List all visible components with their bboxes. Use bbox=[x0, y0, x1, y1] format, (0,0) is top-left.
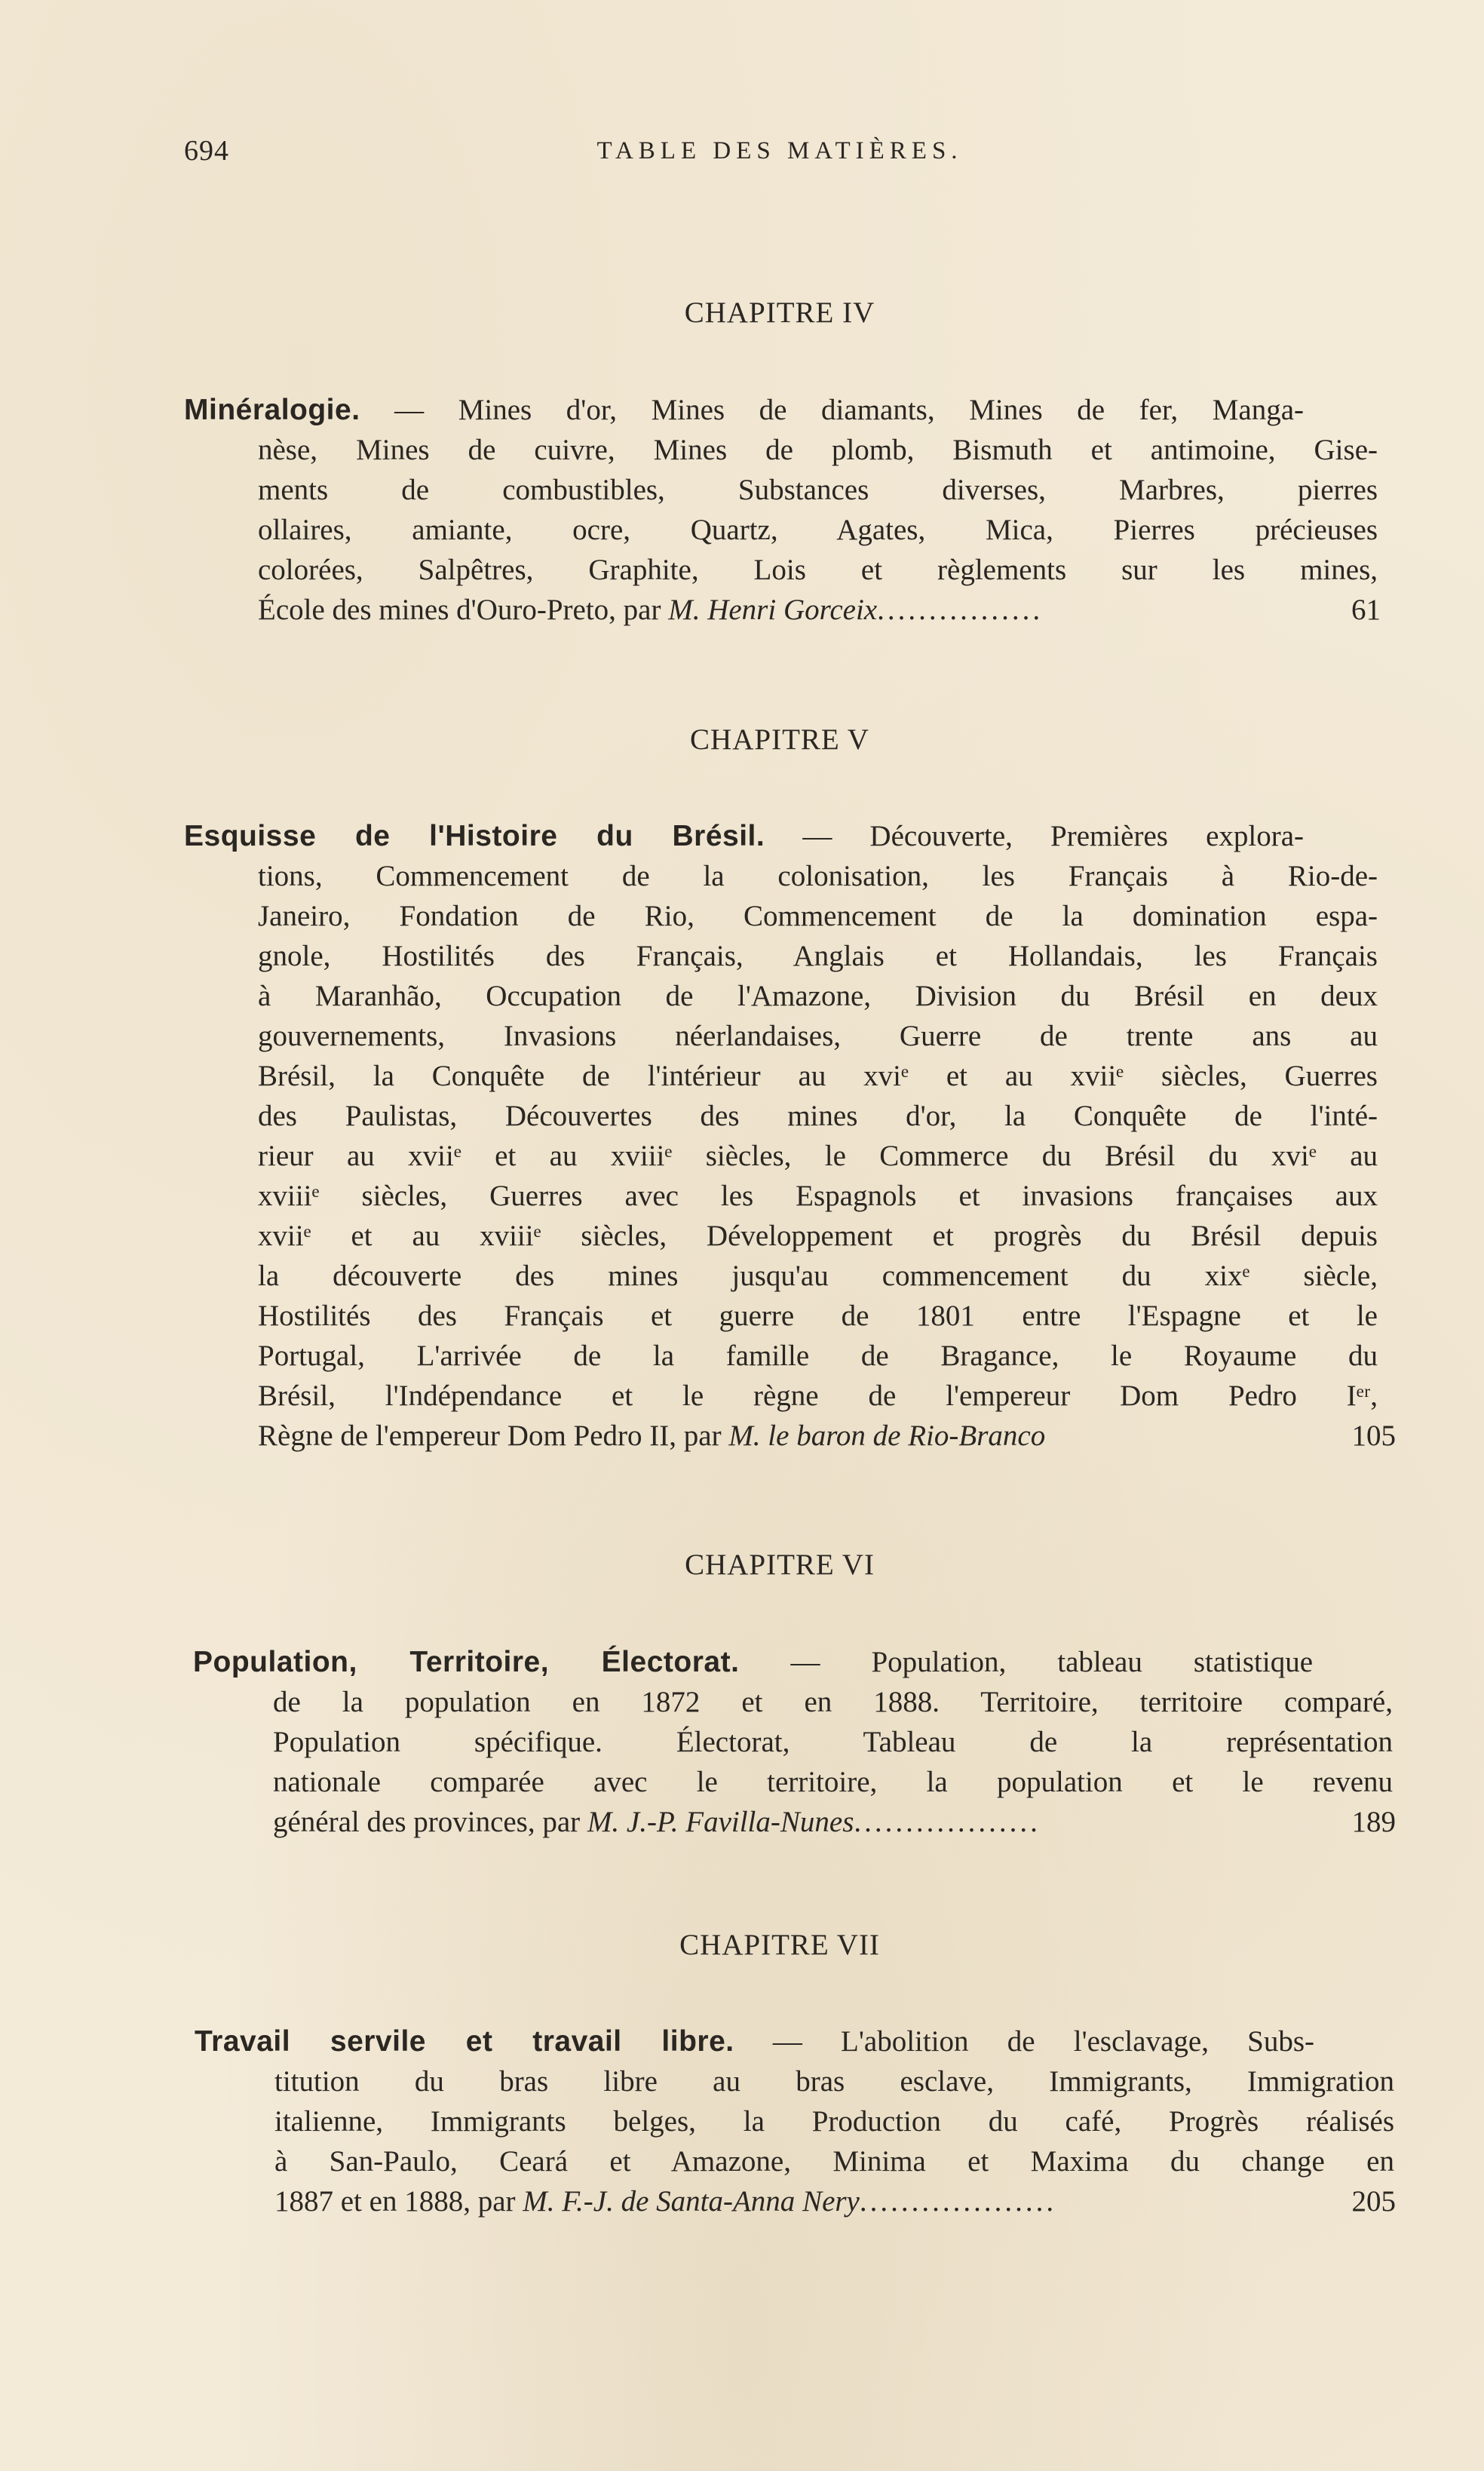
entry-line: Population spécifique. Électorat, Tableau de la représentation bbox=[273, 1726, 1393, 1758]
entry-line: Janeiro, Fondation de Rio, Commencement de la domination espa- bbox=[258, 900, 1378, 932]
entry-last-line: Règne de l'empereur Dom Pedro II, par M. le baron de Rio-Branco 105 bbox=[184, 1416, 1381, 1456]
toc-entry bbox=[184, 1642, 1396, 1842]
page-reference: 189 bbox=[1351, 1806, 1396, 1838]
author-name: M. F.-J. de Santa-Anna Nery bbox=[523, 2185, 860, 2218]
running-title: TABLE DES MATIÈRES. bbox=[596, 137, 963, 164]
entry-lead: Minéralogie. bbox=[184, 394, 360, 426]
entry-line: xviiᵉ et au xviiiᵉ siècles, Développement et progrès du Brésil depuis bbox=[258, 1220, 1378, 1252]
entry-line: ollaires, amiante, ocre, Quartz, Agates, Mica, Pierres précieuses bbox=[258, 514, 1378, 546]
entry-line: ments de combustibles, Substances diverses, Marbres, pierres bbox=[258, 474, 1378, 506]
entry-line: Minéralogie. — Mines d'or, Mines de diamants, Mines de fer, Manga- bbox=[184, 394, 1305, 426]
dot-leaders: ................... bbox=[859, 2185, 1057, 2218]
entry-last-line: général des provinces, par M. J.-P. Favilla-Nunes.................. 189 bbox=[184, 1802, 1381, 1842]
entry-line: italienne, Immigrants belges, la Production du café, Progrès réalisés bbox=[274, 2105, 1394, 2138]
entry-lead: Population, Territoire, Électorat. bbox=[193, 1646, 740, 1678]
entry-line: gouvernements, Invasions néerlandaises, Guerre de trente ans au bbox=[258, 1020, 1378, 1052]
toc-entry bbox=[184, 816, 1396, 1456]
entry-line: à Maranhão, Occupation de l'Amazone, Division du Brésil en deux bbox=[258, 980, 1378, 1012]
entry-line: titution du bras libre au bras esclave, Immigrants, Immigration bbox=[274, 2065, 1394, 2098]
entry-lead: Esquisse de l'Histoire du Brésil. bbox=[184, 820, 765, 852]
entry-line: tions, Commencement de la colonisation, les Français à Rio-de- bbox=[258, 860, 1378, 892]
entry-line: Brésil, la Conquête de l'intérieur au xviᵉ et au xviiᵉ siècles, Guerres bbox=[258, 1060, 1378, 1092]
entry-lead: Travail servile et travail libre. bbox=[195, 2025, 734, 2058]
toc-entry bbox=[184, 2021, 1396, 2221]
chapter-heading: CHAPITRE VI bbox=[685, 1549, 875, 1581]
entry-line: nèse, Mines de cuivre, Mines de plomb, Bismuth et antimoine, Gise- bbox=[258, 434, 1378, 466]
chapter-heading: CHAPITRE IV bbox=[684, 296, 875, 329]
entry-line: gnole, Hostilités des Français, Anglais et Hollandais, les Français bbox=[258, 940, 1378, 972]
author-name: M. Henri Gorceix bbox=[668, 594, 878, 626]
entry-last-line: 1887 et en 1888, par M. F.-J. de Santa-Anna Nery................... 205 bbox=[184, 2181, 1381, 2221]
page-header bbox=[184, 134, 1375, 180]
page-reference: 205 bbox=[1351, 2185, 1396, 2218]
entry-line: xviiiᵉ siècles, Guerres avec les Espagnols et invasions françaises aux bbox=[258, 1180, 1378, 1212]
entry-last-line: École des mines d'Ouro-Preto, par M. Henri Gorceix................ 61 bbox=[184, 590, 1381, 630]
chapter-heading: CHAPITRE VII bbox=[679, 1929, 880, 1961]
entry-line: à San-Paulo, Ceará et Amazone, Minima et Maxima du change en bbox=[274, 2145, 1394, 2178]
toc-entry bbox=[184, 390, 1390, 630]
page-number: 694 bbox=[184, 135, 229, 167]
entry-line: la découverte des mines jusqu'au commencement du xixᵉ siècle, bbox=[258, 1260, 1378, 1292]
page-reference: 61 bbox=[1351, 594, 1381, 626]
dot-leaders: .................. bbox=[854, 1806, 1041, 1838]
entry-line: Portugal, L'arrivée de la famille de Bragance, le Royaume du bbox=[258, 1340, 1378, 1372]
entry-line: nationale comparée avec le territoire, la population et le revenu bbox=[273, 1766, 1393, 1798]
entry-line: colorées, Salpêtres, Graphite, Lois et règlements sur les mines, bbox=[258, 554, 1378, 586]
entry-line: Hostilités des Français et guerre de 1801 entre l'Espagne et le bbox=[258, 1300, 1378, 1332]
dot-leaders: ................ bbox=[877, 594, 1044, 626]
entry-line: de la population en 1872 et en 1888. Territoire, territoire comparé, bbox=[273, 1686, 1393, 1718]
chapter-heading: CHAPITRE V bbox=[690, 723, 869, 756]
entry-line: Travail servile et travail libre. — L'abolition de l'esclavage, Subs- bbox=[195, 2025, 1314, 2058]
page-reference: 105 bbox=[1351, 1420, 1396, 1452]
entry-line: Esquisse de l'Histoire du Brésil. — Découverte, Premières explora- bbox=[184, 820, 1304, 852]
entry-line: Brésil, l'Indépendance et le règne de l'empereur Dom Pedro Iᵉʳ, bbox=[258, 1380, 1378, 1412]
entry-line: des Paulistas, Découvertes des mines d'or, la Conquête de l'inté- bbox=[258, 1100, 1378, 1132]
entry-line: rieur au xviiᵉ et au xviiiᵉ siècles, le Commerce du Brésil du xviᵉ au bbox=[258, 1140, 1378, 1172]
author-name: M. J.-P. Favilla-Nunes bbox=[587, 1806, 854, 1838]
author-name: M. le baron de Rio-Branco bbox=[728, 1420, 1046, 1452]
entry-line: Population, Territoire, Électorat. — Population, tableau statistique bbox=[193, 1646, 1314, 1678]
